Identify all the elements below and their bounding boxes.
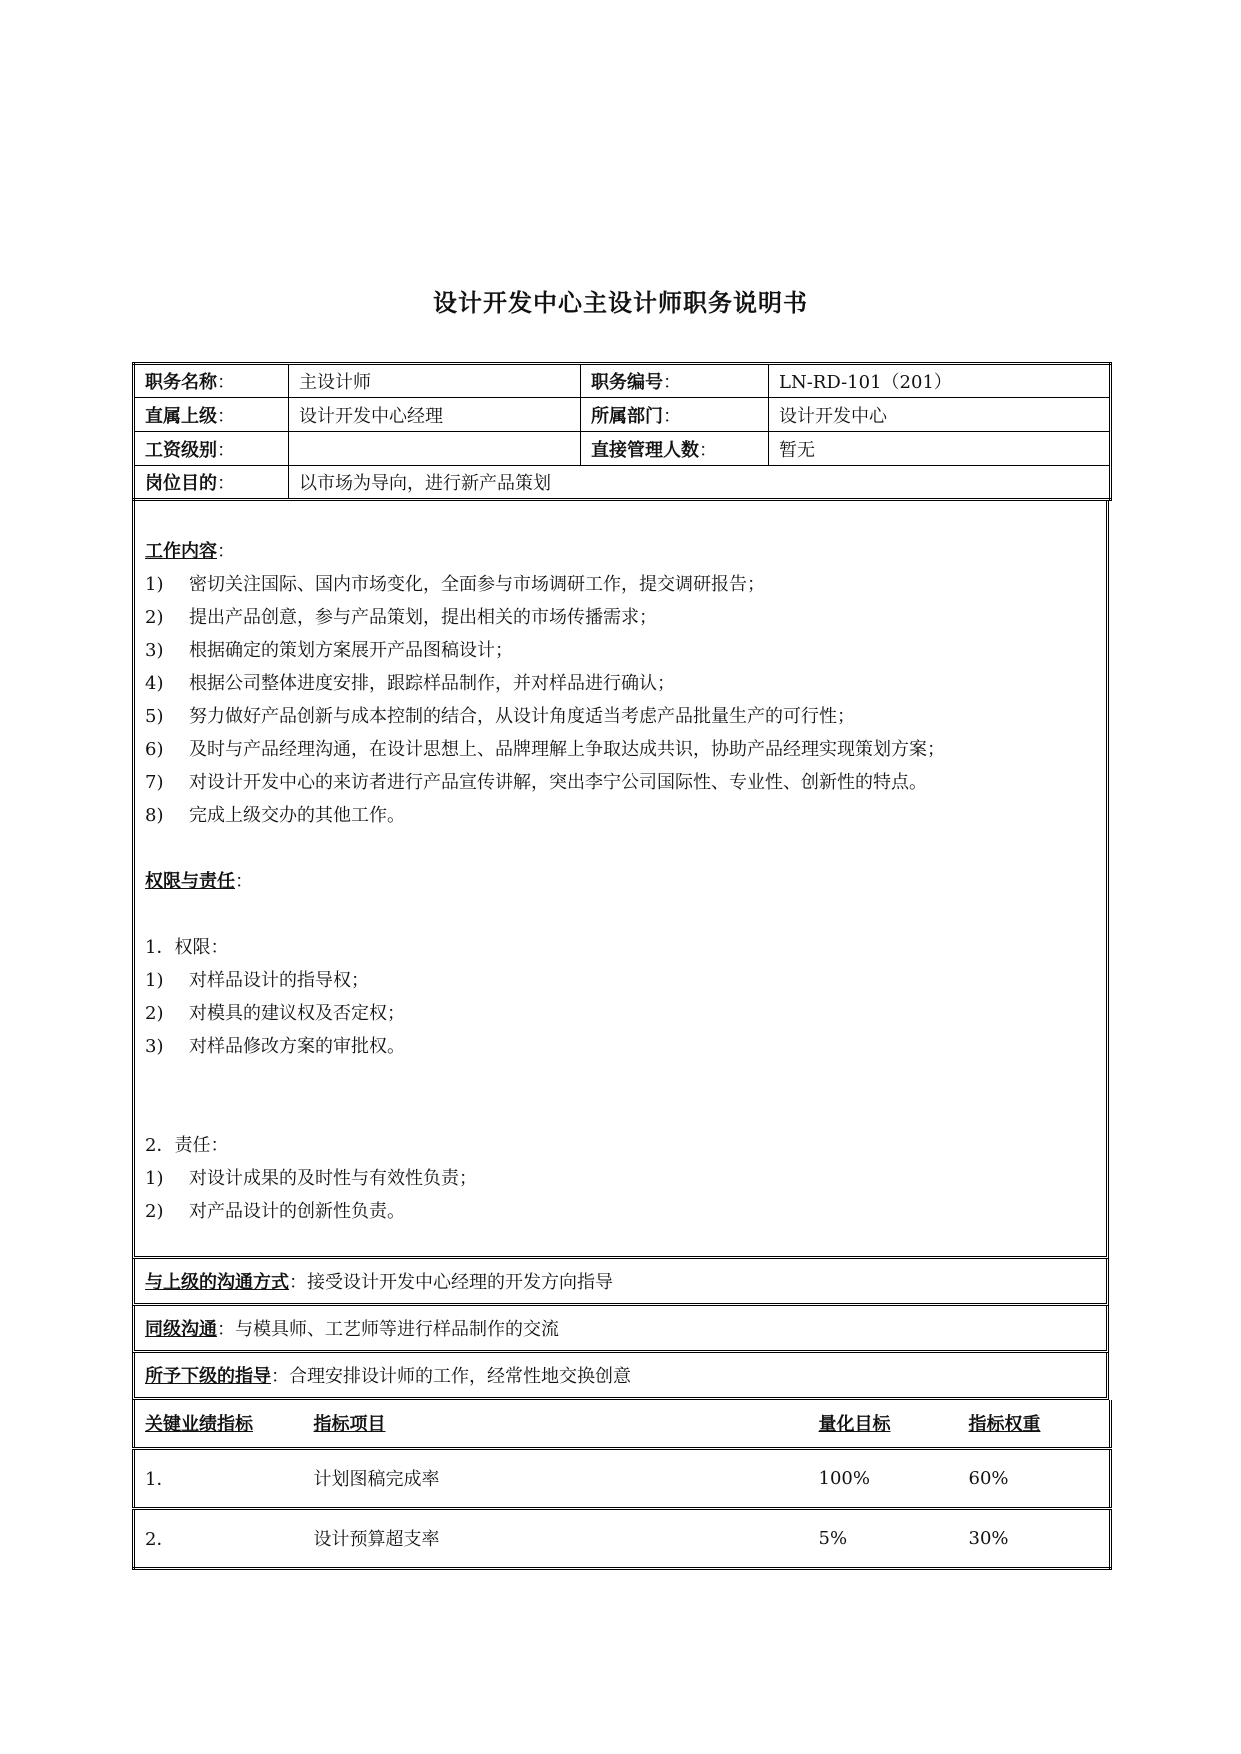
item-number: 2) xyxy=(145,607,164,628)
kpi-number: 1． xyxy=(134,1448,304,1508)
peer-communication-text: 与模具师、工艺师等进行样品制作的交流 xyxy=(235,1319,559,1340)
list-item xyxy=(145,568,1106,601)
item-text: 密切关注国际、国内市场变化，全面参与市场调研工作，提交调研报告； xyxy=(189,574,765,595)
list-item xyxy=(145,733,1106,766)
kpi-row xyxy=(134,1508,1111,1568)
rights-title: 1．权限： xyxy=(145,937,229,958)
rights-list xyxy=(145,964,1106,1063)
subordinates-value: 暂无 xyxy=(769,432,1111,466)
info-row xyxy=(134,364,1111,398)
salary-label: 工资级别： xyxy=(134,432,289,466)
work-content-list xyxy=(145,568,1106,832)
item-text: 及时与产品经理沟通，在设计思想上、品牌理解上争取达成共识，协助产品经理实现策划方案； xyxy=(189,739,945,760)
duties-title: 2．责任： xyxy=(145,1135,229,1156)
department-value: 设计开发中心 xyxy=(769,398,1111,432)
list-item xyxy=(145,667,1106,700)
item-text: 努力做好产品创新与成本控制的结合，从设计角度适当考虑产品批量生产的可行性； xyxy=(189,706,855,727)
item-number: 3) xyxy=(145,1036,164,1057)
kpi-target: 100% xyxy=(809,1448,959,1508)
superior-value: 设计开发中心经理 xyxy=(289,398,581,432)
info-row xyxy=(134,398,1111,432)
item-number: 5) xyxy=(145,706,164,727)
item-text: 对模具的建议权及否定权； xyxy=(189,1003,405,1024)
list-item xyxy=(145,766,1106,799)
responsibilities-list xyxy=(145,1162,1106,1228)
list-item xyxy=(145,700,1106,733)
duties-block xyxy=(132,501,1109,1259)
kpi-item: 设计预算超支率 xyxy=(304,1508,809,1568)
item-number: 1) xyxy=(145,970,164,991)
item-number: 8) xyxy=(145,805,164,826)
authority-heading: 权限与责任： xyxy=(145,871,253,892)
list-item xyxy=(145,1195,1106,1228)
job-name-value: 主设计师 xyxy=(289,364,581,398)
kpi-number: 2． xyxy=(134,1508,304,1568)
kpi-header: 指标项目 xyxy=(313,1414,386,1436)
item-number: 2) xyxy=(145,1201,164,1222)
subordinate-guidance-text: 合理安排设计师的工作，经常性地交换创意 xyxy=(289,1366,631,1387)
kpi-table xyxy=(132,1400,1112,1570)
list-item xyxy=(145,799,1106,832)
item-text: 提出产品创意，参与产品策划，提出相关的市场传播需求； xyxy=(189,607,657,628)
item-number: 2) xyxy=(145,1003,164,1024)
list-item xyxy=(145,601,1106,634)
job-name-label: 职务名称： xyxy=(134,364,289,398)
list-item xyxy=(145,997,1106,1030)
superior-communication-label: 与上级的沟通方式 xyxy=(145,1272,289,1293)
kpi-weight: 60% xyxy=(959,1448,1111,1508)
kpi-target: 5% xyxy=(809,1508,959,1568)
subordinate-guidance-label: 所予下级的指导 xyxy=(145,1366,271,1387)
superior-communication-row: 与上级的沟通方式 ： 接受设计开发中心经理的开发方向指导 xyxy=(132,1259,1109,1306)
salary-value xyxy=(289,432,581,466)
peer-communication-label: 同级沟通 xyxy=(145,1319,217,1340)
item-text: 对产品设计的创新性负责。 xyxy=(189,1201,405,1222)
item-number: 6) xyxy=(145,739,164,760)
item-number: 1) xyxy=(145,1168,164,1189)
work-content-heading: 工作内容： xyxy=(145,541,235,562)
item-number: 3) xyxy=(145,640,164,661)
purpose-label: 岗位目的： xyxy=(134,466,289,500)
item-text: 完成上级交办的其他工作。 xyxy=(189,805,405,826)
kpi-weight: 30% xyxy=(959,1508,1111,1568)
kpi-header: 量化目标 xyxy=(818,1414,891,1436)
department-label: 所属部门： xyxy=(581,398,769,432)
subordinate-guidance-row: 所予下级的指导 ： 合理安排设计师的工作，经常性地交换创意 xyxy=(132,1353,1109,1400)
subordinates-label: 直接管理人数： xyxy=(581,432,769,466)
item-text: 对样品设计的指导权； xyxy=(189,970,369,991)
item-text: 根据公司整体进度安排，跟踪样品制作，并对样品进行确认； xyxy=(189,673,675,694)
item-number: 7) xyxy=(145,772,164,793)
info-row xyxy=(134,466,1111,500)
list-item xyxy=(145,1030,1106,1063)
item-text: 对设计开发中心的来访者进行产品宣传讲解，突出李宁公司国际性、专业性、创新性的特点。 xyxy=(189,772,927,793)
item-text: 根据确定的策划方案展开产品图稿设计； xyxy=(189,640,513,661)
superior-communication-text: 接受设计开发中心经理的开发方向指导 xyxy=(307,1272,613,1293)
purpose-value: 以市场为导向，进行新产品策划 xyxy=(289,466,1111,500)
item-text: 对样品修改方案的审批权。 xyxy=(189,1036,405,1057)
kpi-header: 关键业绩指标 xyxy=(145,1414,253,1436)
page-title: 设计开发中心主设计师职务说明书 xyxy=(433,289,808,317)
basic-info-table xyxy=(132,362,1112,501)
job-code-label: 职务编号： xyxy=(581,364,769,398)
item-number: 4) xyxy=(145,673,164,694)
kpi-header: 指标权重 xyxy=(968,1414,1041,1436)
kpi-item: 计划图稿完成率 xyxy=(304,1448,809,1508)
superior-label: 直属上级： xyxy=(134,398,289,432)
kpi-row xyxy=(134,1448,1111,1508)
peer-communication-row: 同级沟通 ： 与模具师、工艺师等进行样品制作的交流 xyxy=(132,1306,1109,1353)
job-description-form xyxy=(132,362,1109,1570)
list-item xyxy=(145,964,1106,997)
item-text: 对设计成果的及时性与有效性负责； xyxy=(189,1168,477,1189)
kpi-header-row xyxy=(134,1400,1111,1448)
list-item xyxy=(145,1162,1106,1195)
info-row xyxy=(134,432,1111,466)
list-item xyxy=(145,634,1106,667)
job-code-value: LN-RD-101（201） xyxy=(769,364,1111,398)
item-number: 1) xyxy=(145,574,164,595)
